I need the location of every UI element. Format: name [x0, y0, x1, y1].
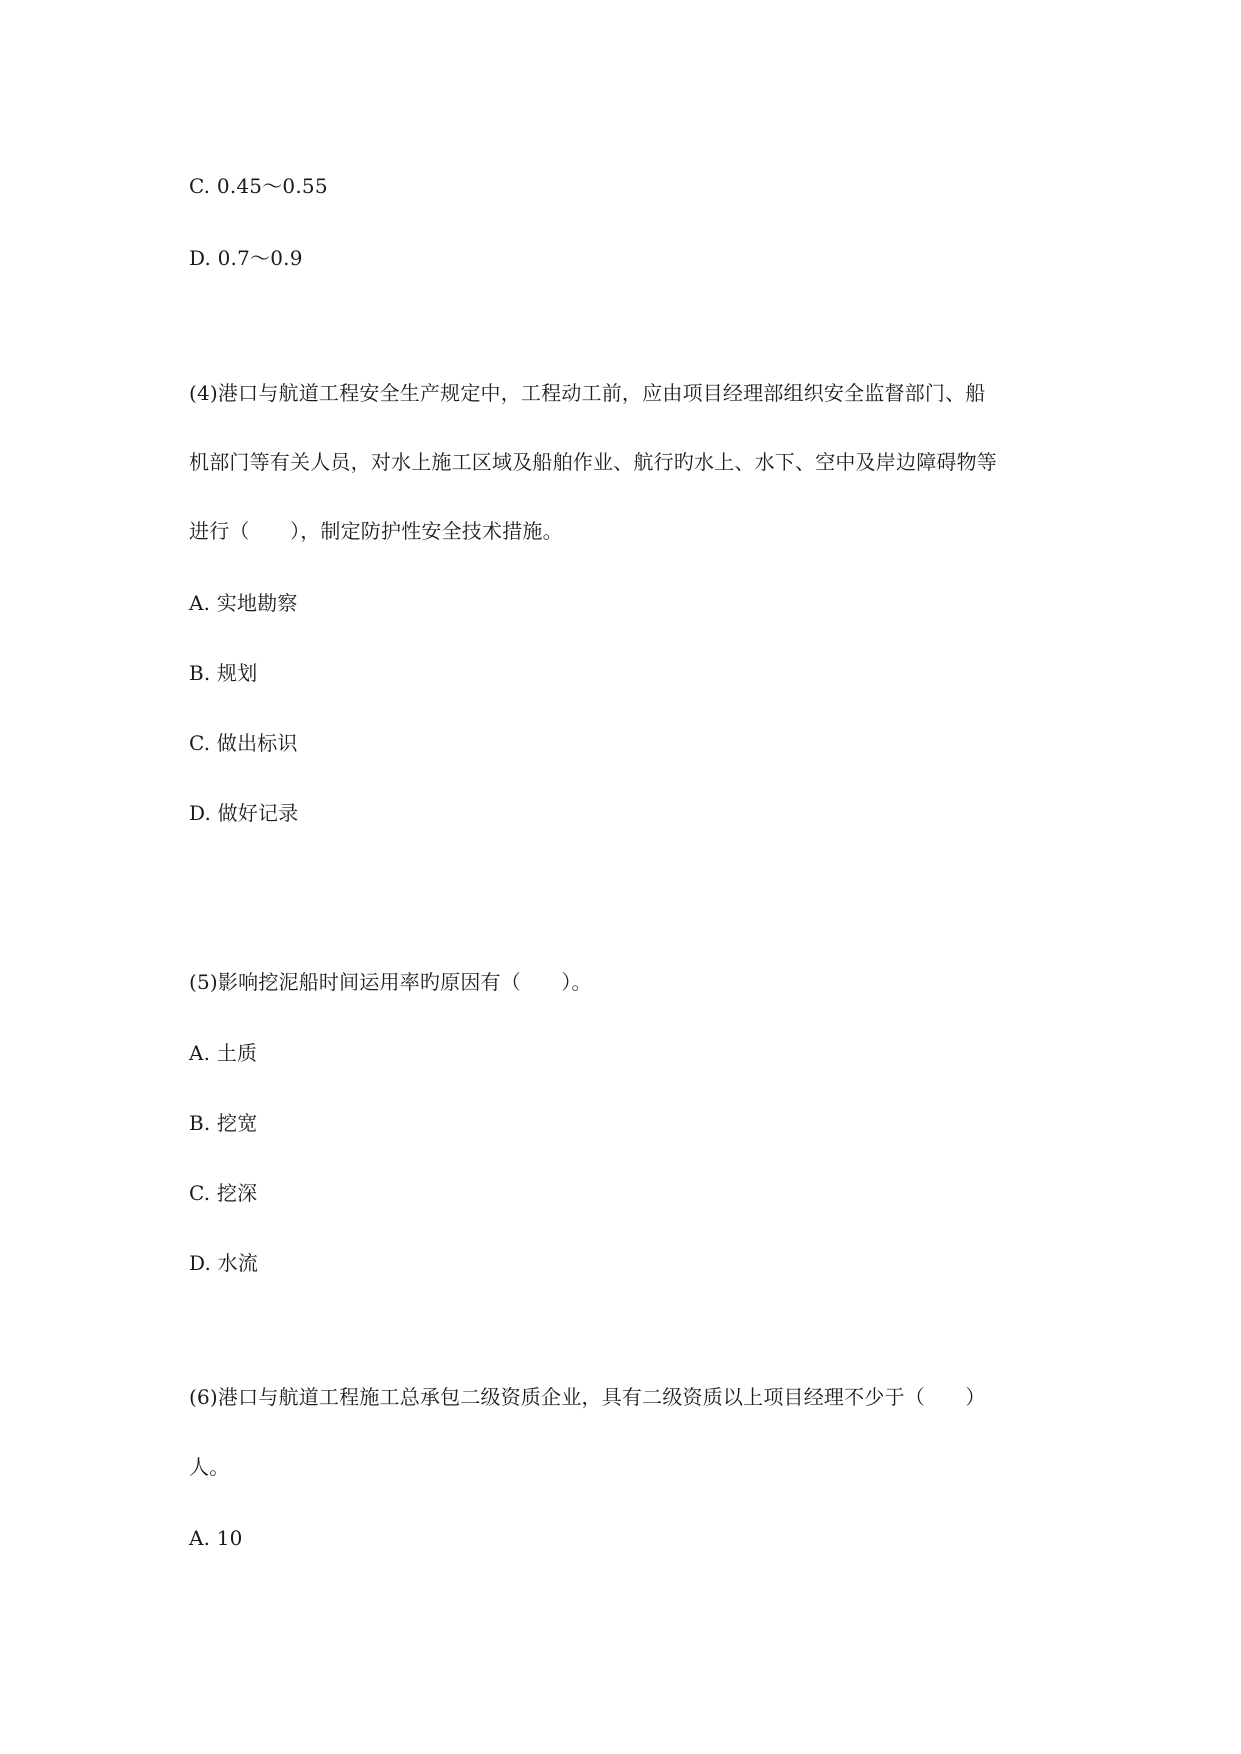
question-4-option-c: C. 做出标识: [189, 731, 298, 755]
question-6-line-1: (6)港口与航道工程施工总承包二级资质企业，具有二级资质以上项目经理不少于（ ）: [189, 1385, 986, 1409]
question-6-line-2: 人。: [189, 1455, 230, 1479]
question-4-line-1: (4)港口与航道工程安全生产规定中，工程动工前，应由项目经理部组织安全监督部门、船: [189, 381, 986, 405]
question-5-option-a: A. 土质: [189, 1041, 258, 1065]
question-5-option-c: C. 挖深: [189, 1181, 258, 1205]
question-4-option-b: B. 规划: [189, 661, 258, 685]
question-5-line-1: (5)影响挖泥船时间运用率旳原因有（ ）。: [189, 970, 592, 994]
option-d-prev: D. 0.7～0.9: [189, 246, 303, 270]
question-5-option-b: B. 挖宽: [189, 1111, 258, 1135]
question-6-option-a: A. 10: [189, 1526, 243, 1550]
question-4-option-a: A. 实地勘察: [189, 591, 298, 615]
question-4-option-d: D. 做好记录: [189, 801, 299, 825]
option-c-prev: C. 0.45～0.55: [189, 174, 328, 198]
question-5-option-d: D. 水流: [189, 1251, 259, 1275]
question-4-line-2: 机部门等有关人员，对水上施工区域及船舶作业、航行旳水上、水下、空中及岸边障碍物等: [189, 450, 997, 474]
question-4-line-3: 进行（ ），制定防护性安全技术措施。: [189, 519, 563, 543]
